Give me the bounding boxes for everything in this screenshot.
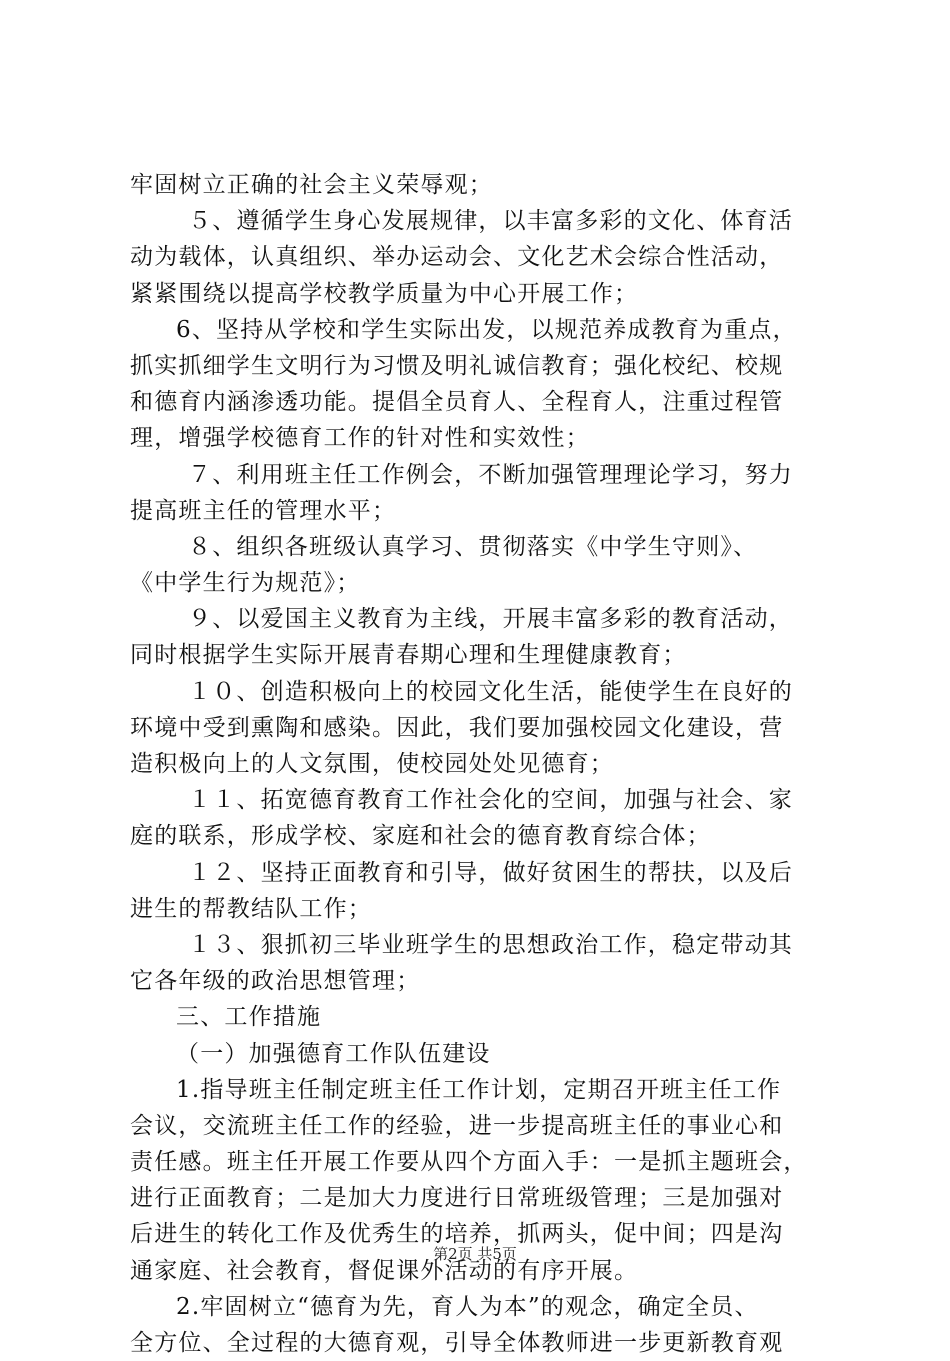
page-number-footer: 第2页 共5页 bbox=[433, 1245, 517, 1263]
text-line: 2.牢固树立“德育为先，育人为本”的观念，确定全员、 bbox=[176, 1293, 759, 1320]
text-line: １１、拓宽德育教育工作社会化的空间，加强与社会、家 bbox=[188, 787, 793, 814]
text-line: 进生的帮教结队工作； bbox=[130, 895, 372, 922]
text-line: 紧紧围绕以提高学校教学质量为中心开展工作； bbox=[130, 280, 639, 307]
text-line: 进行正面教育；二是加大力度进行日常班级管理；三是加强对 bbox=[130, 1185, 784, 1212]
text-line: 会议，交流班主任工作的经验，进一步提高班主任的事业心和 bbox=[130, 1112, 784, 1139]
text-line: 庭的联系，形成学校、家庭和社会的德育教育综合体； bbox=[130, 823, 711, 850]
text-line: 牢固树立正确的社会主义荣辱观； bbox=[130, 172, 493, 198]
text-line: １２、坚持正面教育和引导，做好贫困生的帮扶，以及后 bbox=[188, 859, 793, 886]
text-line: ８、组织各班级认真学习、贯彻落实《中学生守则》、 bbox=[188, 533, 758, 560]
text-line: 后进生的转化工作及优秀生的培养，抓两头，促中间；四是沟 bbox=[130, 1221, 784, 1248]
text-line: 1.指导班主任制定班主任工作计划，定期召开班主任工作 bbox=[176, 1076, 782, 1103]
text-line: 抓实抓细学生文明行为习惯及明礼诚信教育；强化校纪、校规 bbox=[130, 352, 784, 379]
text-line: 造积极向上的人文氛围，使校园处处见德育； bbox=[130, 751, 614, 777]
text-line: 提高班主任的管理水平； bbox=[130, 497, 397, 524]
text-line: 它各年级的政治思想管理； bbox=[130, 968, 421, 995]
text-line: 理，增强学校德育工作的针对性和实效性； bbox=[130, 425, 590, 452]
text-line: 动为载体，认真组织、举办运动会、文化艺术会综合性活动， bbox=[130, 244, 784, 271]
text-line: 三、工作措施 bbox=[176, 1004, 322, 1031]
text-line: １０、创造积极向上的校园文化生活，能使学生在良好的 bbox=[188, 678, 793, 705]
text-line: （一）加强德育工作队伍建设 bbox=[176, 1040, 491, 1067]
text-line: ７、利用班主任工作例会，不断加强管理理论学习，努力 bbox=[188, 461, 793, 488]
text-line: 同时根据学生实际开展青春期心理和生理健康教育； bbox=[130, 642, 687, 669]
text-line: 环境中受到熏陶和感染。因此，我们要加强校园文化建设，营 bbox=[130, 714, 784, 741]
text-line: 6、坚持从学校和学生实际出发，以规范养成教育为重点， bbox=[176, 316, 797, 343]
text-line: 和德育内涵渗透功能。提倡全员育人、全程育人，注重过程管 bbox=[130, 389, 784, 416]
text-line: 责任感。班主任开展工作要从四个方面入手：一是抓主题班会， bbox=[130, 1149, 808, 1176]
text-line: 全方位、全过程的大德育观，引导全体教师进一步更新教育观 bbox=[130, 1330, 784, 1356]
text-line: 通家庭、社会教育，督促课外活动的有序开展。 bbox=[130, 1257, 639, 1284]
document-body bbox=[130, 167, 830, 1361]
text-line: １３、狠抓初三毕业班学生的思想政治工作，稳定带动其 bbox=[188, 931, 793, 958]
text-line: ５、遵循学生身心发展规律，以丰富多彩的文化、体育活 bbox=[188, 208, 793, 235]
text-line: 《中学生行为规范》； bbox=[130, 570, 361, 597]
text-line: ９、以爱国主义教育为主线，开展丰富多彩的教育活动， bbox=[188, 606, 793, 633]
